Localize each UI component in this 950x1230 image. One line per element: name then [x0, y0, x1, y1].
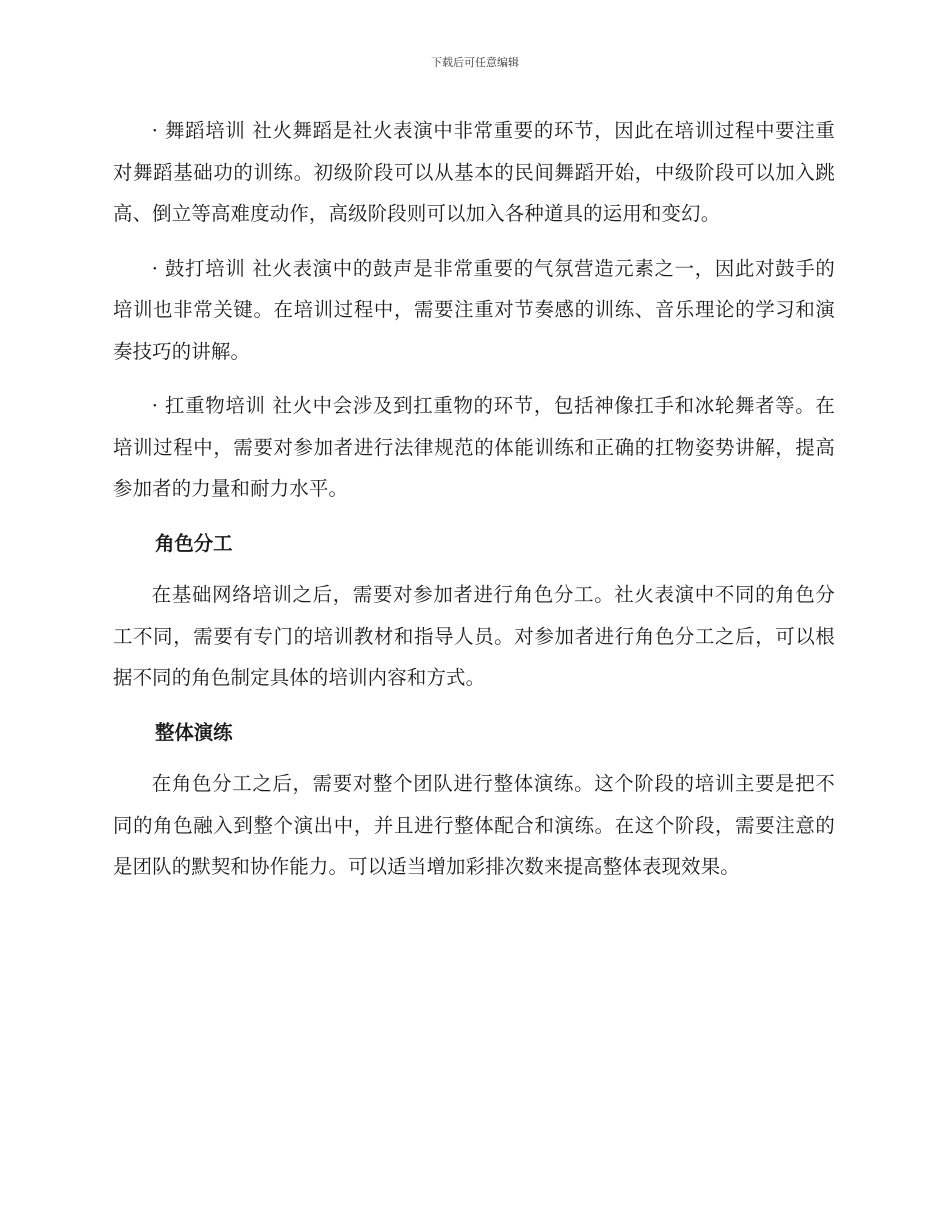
paragraph-dance-training: · 舞蹈培训 社火舞蹈是社火表演中非常重要的环节，因此在培训过程中要注重对舞蹈基础功的训练。初级阶段可以从基本的民间舞蹈开始，中级阶段可以加入跳高、倒立等高难度动作，高级阶段则可以加入各种道具的运用和变幻。: [113, 119, 835, 225]
document-body: [113, 110, 835, 901]
section-heading-role-division: 角色分工: [155, 531, 233, 555]
page-header: 下载后可任意编辑: [431, 56, 519, 69]
paragraph-heavy-lifting-training: · 扛重物培训 社火中会涉及到扛重物的环节，包括神像扛手和冰轮舞者等。在培训过程中，需要对参加者进行法律规范的体能训练和正确的扛物姿势讲解，提高参加者的力量和耐力水平。: [113, 394, 835, 500]
paragraph-drum-training: · 鼓打培训 社火表演中的鼓声是非常重要的气氛营造元素之一，因此对鼓手的培训也非常关键。在培训过程中，需要注重对节奏感的训练、音乐理论的学习和演奏技巧的讲解。: [113, 256, 835, 363]
paragraph-role-division: 在基础网络培训之后，需要对参加者进行角色分工。社火表演中不同的角色分工不同，需要有专门的培训教材和指导人员。对参加者进行角色分工之后，可以根据不同的角色制定具体的培训内容和方式。: [113, 583, 835, 689]
section-heading-overall-rehearsal: 整体演练: [155, 720, 233, 744]
paragraph-overall-rehearsal: 在角色分工之后，需要对整个团队进行整体演练。这个阶段的培训主要是把不同的角色融入到整个演出中，并且进行整体配合和演练。在这个阶段，需要注意的是团队的默契和协作能力。可以适当增加彩排次数来提高整体表现效果。: [113, 772, 835, 878]
